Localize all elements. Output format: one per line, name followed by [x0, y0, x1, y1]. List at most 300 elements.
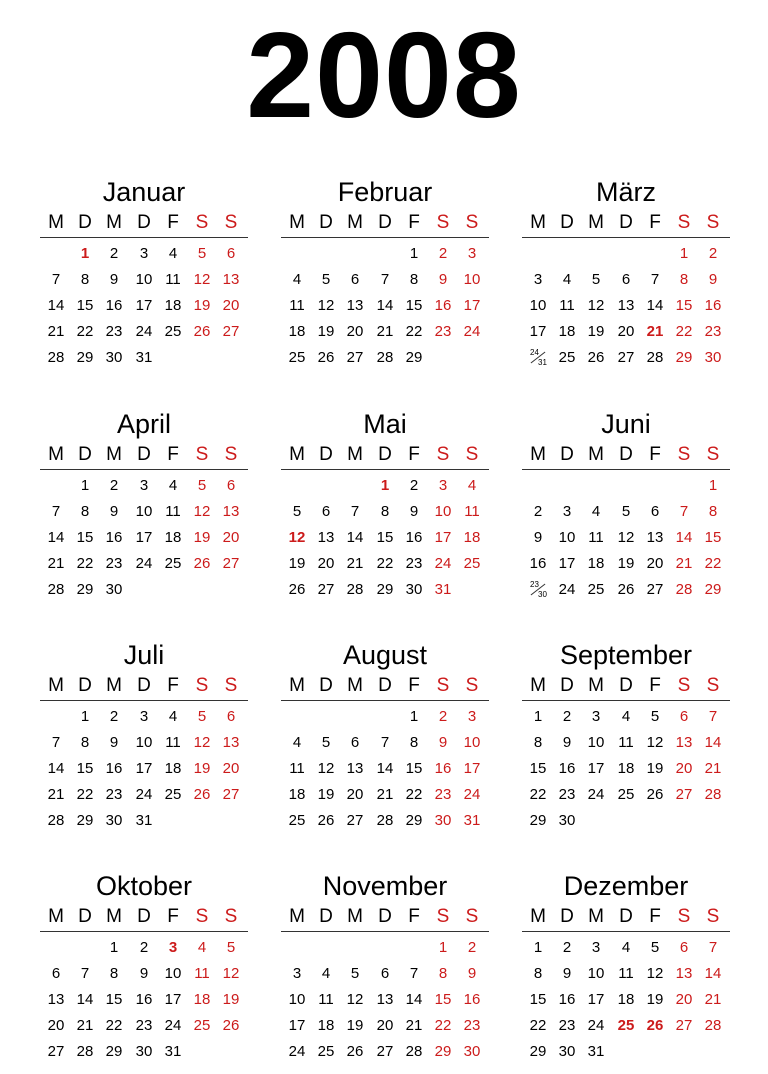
weekday-header: M: [106, 212, 122, 233]
day-cell: 12: [288, 529, 306, 546]
day-cell: 16: [405, 529, 423, 546]
day-cell: 25: [164, 323, 182, 340]
day-cell: 11: [165, 503, 181, 520]
day-cell: 19: [193, 529, 211, 546]
day-cell: 15: [76, 297, 94, 314]
day-cell: 9: [533, 529, 543, 546]
day-cell: 10: [288, 991, 306, 1008]
header-divider: [522, 931, 730, 932]
month-name: November: [322, 871, 448, 901]
day-cell: 22: [105, 1017, 123, 1034]
day-cell: 4: [591, 503, 601, 520]
day-cell: 22: [405, 323, 423, 340]
day-cell: 2: [708, 245, 718, 262]
day-cell: 28: [704, 1017, 722, 1034]
day-cell: 28: [76, 1043, 94, 1060]
day-cell: 28: [47, 812, 65, 829]
day-cell: 8: [679, 271, 689, 288]
weekday-header: D: [378, 444, 392, 465]
day-cell: 20: [376, 1017, 394, 1034]
day-cell: 3: [139, 245, 149, 262]
day-cell: 7: [380, 734, 390, 751]
day-cell: 29: [529, 812, 547, 829]
day-cell: 24: [135, 555, 153, 572]
day-cell: 4: [467, 477, 477, 494]
day-cell: 19: [617, 555, 635, 572]
weekday-header: S: [706, 906, 720, 927]
month-september: [522, 639, 730, 839]
month-name: Oktober: [95, 871, 193, 901]
day-cell: 29: [105, 1043, 123, 1060]
day-cell: 14: [646, 297, 664, 314]
day-cell: 23: [434, 786, 452, 803]
month-märz: [522, 176, 730, 376]
day-cell: 1: [409, 708, 419, 725]
day-cell: 17: [164, 991, 182, 1008]
day-cell: 25: [288, 349, 306, 366]
day-cell: 12: [317, 297, 335, 314]
day-cell: 14: [346, 529, 364, 546]
day-cell: 6: [226, 708, 236, 725]
day-cell: 4: [562, 271, 572, 288]
day-cell: 7: [51, 271, 61, 288]
day-cell: 26: [193, 555, 211, 572]
day-cell: 5: [350, 965, 360, 982]
day-cell: 15: [405, 297, 423, 314]
day-cell: 11: [464, 503, 480, 520]
header-divider: [281, 237, 489, 238]
day-cell: 7: [80, 965, 90, 982]
month-name: Dezember: [563, 871, 689, 901]
day-cell: 2: [533, 503, 543, 520]
weekday-header: S: [436, 444, 450, 465]
day-cell: 10: [164, 965, 182, 982]
month-november: [281, 870, 489, 1070]
day-cell: 1: [438, 939, 448, 956]
day-cell: 3: [467, 708, 477, 725]
day-cell: 22: [434, 1017, 452, 1034]
weekday-header: S: [224, 906, 238, 927]
day-cell: 29: [405, 349, 423, 366]
day-cell: 10: [135, 271, 153, 288]
day-cell: 2: [467, 939, 477, 956]
day-cell: 3: [591, 708, 601, 725]
weekday-header: S: [677, 675, 691, 696]
weekday-header: D: [619, 212, 633, 233]
day-cell: 9: [708, 271, 718, 288]
day-cell: 17: [135, 297, 153, 314]
day-cell: 21: [76, 1017, 94, 1034]
day-cell: 18: [587, 555, 605, 572]
day-cell: 5: [591, 271, 601, 288]
day-cell: 8: [109, 965, 119, 982]
day-cell: 20: [222, 297, 240, 314]
day-cell: 14: [47, 529, 65, 546]
weekday-header: S: [436, 906, 450, 927]
day-cell: 13: [222, 734, 240, 751]
day-cell: 11: [289, 760, 305, 777]
day-cell: 21: [376, 786, 394, 803]
weekday-header: M: [588, 212, 604, 233]
month-februar: [281, 176, 489, 376]
day-cell: 14: [376, 297, 394, 314]
day-cell: 4: [168, 708, 178, 725]
day-cell: 26: [193, 786, 211, 803]
day-cell: 12: [646, 965, 664, 982]
day-cell: 20: [617, 323, 635, 340]
weekday-header: S: [436, 212, 450, 233]
month-name: März: [596, 177, 656, 207]
split-day-bottom: 31: [538, 358, 547, 367]
weekday-header: D: [560, 444, 574, 465]
day-cell: 29: [76, 349, 94, 366]
day-cell: 26: [317, 812, 335, 829]
day-cell: 17: [558, 555, 576, 572]
weekday-header: D: [137, 906, 151, 927]
day-cell: 11: [165, 271, 181, 288]
day-cell: 9: [467, 965, 477, 982]
day-cell: 29: [405, 812, 423, 829]
day-cell: 8: [533, 734, 543, 751]
day-cell: 12: [587, 297, 605, 314]
day-cell: 15: [529, 991, 547, 1008]
day-cell: 16: [434, 297, 452, 314]
day-cell: 24: [164, 1017, 182, 1034]
weekday-header: D: [137, 212, 151, 233]
day-cell: 9: [139, 965, 149, 982]
day-cell: 27: [346, 349, 364, 366]
month-name: August: [342, 640, 428, 670]
month-name: Mai: [363, 409, 407, 439]
day-cell: 29: [675, 349, 693, 366]
split-day-cell: [523, 348, 553, 368]
weekday-header: F: [167, 212, 179, 233]
day-cell: 18: [288, 323, 306, 340]
day-cell: 24: [558, 581, 576, 598]
weekday-header: D: [78, 212, 92, 233]
day-cell: 19: [346, 1017, 364, 1034]
header-divider: [281, 931, 489, 932]
day-cell: 12: [193, 271, 211, 288]
day-cell: 31: [463, 812, 481, 829]
weekday-header: S: [465, 675, 479, 696]
day-cell: 27: [222, 786, 240, 803]
day-cell: 21: [47, 786, 65, 803]
day-cell: 21: [47, 323, 65, 340]
month-juli: [40, 639, 248, 839]
day-cell: 27: [317, 581, 335, 598]
day-cell: 1: [80, 477, 90, 494]
day-cell: 16: [105, 760, 123, 777]
day-cell: 4: [292, 734, 302, 751]
day-cell: 23: [105, 555, 123, 572]
split-day-cell: [523, 580, 553, 600]
day-cell: 21: [704, 760, 722, 777]
weekday-header: M: [289, 906, 305, 927]
day-cell: 9: [409, 503, 419, 520]
day-cell: 28: [376, 349, 394, 366]
day-cell: 28: [646, 349, 664, 366]
day-cell: 15: [704, 529, 722, 546]
day-cell: 5: [650, 708, 660, 725]
weekday-header: S: [465, 212, 479, 233]
day-cell: 24: [463, 786, 481, 803]
day-cell: 7: [350, 503, 360, 520]
day-cell: 21: [346, 555, 364, 572]
day-cell: 10: [434, 503, 452, 520]
weekday-header: S: [195, 444, 209, 465]
day-cell: 21: [704, 991, 722, 1008]
day-cell: 31: [135, 812, 153, 829]
day-cell: 10: [529, 297, 547, 314]
day-cell: 29: [76, 812, 94, 829]
day-cell: 30: [105, 812, 123, 829]
day-cell: 26: [317, 349, 335, 366]
day-cell: 17: [288, 1017, 306, 1034]
day-cell: 7: [679, 503, 689, 520]
day-cell: 22: [76, 786, 94, 803]
header-divider: [40, 700, 248, 701]
day-cell: 3: [591, 939, 601, 956]
day-cell: 2: [109, 477, 119, 494]
day-cell: 1: [533, 939, 543, 956]
day-cell: 30: [105, 349, 123, 366]
day-cell: 28: [47, 349, 65, 366]
day-cell: 14: [47, 297, 65, 314]
day-cell: 5: [321, 271, 331, 288]
day-cell: 5: [226, 939, 236, 956]
day-cell: 16: [105, 529, 123, 546]
day-cell: 20: [222, 529, 240, 546]
weekday-header: D: [78, 444, 92, 465]
day-cell: 14: [76, 991, 94, 1008]
weekday-header: F: [649, 444, 661, 465]
header-divider: [40, 931, 248, 932]
day-cell: 11: [165, 734, 181, 751]
day-cell: 10: [135, 734, 153, 751]
day-cell: 30: [558, 812, 576, 829]
day-cell: 15: [434, 991, 452, 1008]
day-cell: 27: [617, 349, 635, 366]
day-cell: 20: [646, 555, 664, 572]
weekday-header: F: [167, 675, 179, 696]
day-cell: 13: [675, 734, 693, 751]
day-cell: 18: [288, 786, 306, 803]
day-cell: 6: [51, 965, 61, 982]
day-cell: 29: [434, 1043, 452, 1060]
day-cell: 16: [558, 760, 576, 777]
header-divider: [522, 237, 730, 238]
month-juni: [522, 408, 730, 608]
day-cell: 5: [197, 708, 207, 725]
day-cell: 16: [558, 991, 576, 1008]
day-cell: 14: [47, 760, 65, 777]
day-cell: 19: [222, 991, 240, 1008]
day-cell: 7: [380, 271, 390, 288]
day-cell: 19: [646, 760, 664, 777]
day-cell: 25: [317, 1043, 335, 1060]
day-cell: 17: [135, 529, 153, 546]
day-cell: 30: [704, 349, 722, 366]
day-cell: 22: [405, 786, 423, 803]
day-cell: 18: [193, 991, 211, 1008]
day-cell: 30: [558, 1043, 576, 1060]
weekday-header: S: [195, 212, 209, 233]
day-cell: 5: [292, 503, 302, 520]
split-day-top: 24: [530, 348, 539, 357]
weekday-header: M: [347, 906, 363, 927]
day-cell: 5: [197, 477, 207, 494]
day-cell: 19: [646, 991, 664, 1008]
day-cell: 27: [675, 786, 693, 803]
weekday-header: M: [588, 906, 604, 927]
day-cell: 24: [135, 786, 153, 803]
day-cell: 18: [617, 991, 635, 1008]
day-cell: 25: [617, 786, 635, 803]
day-cell: 23: [704, 323, 722, 340]
weekday-header: D: [619, 675, 633, 696]
day-cell: 16: [529, 555, 547, 572]
day-cell: 6: [679, 939, 689, 956]
day-cell: 5: [621, 503, 631, 520]
day-cell: 23: [558, 1017, 576, 1034]
day-cell: 22: [76, 323, 94, 340]
day-cell: 21: [405, 1017, 423, 1034]
day-cell: 24: [135, 323, 153, 340]
weekday-header: M: [48, 675, 64, 696]
weekday-header: D: [619, 444, 633, 465]
weekday-header: S: [224, 444, 238, 465]
header-divider: [40, 237, 248, 238]
day-cell: 4: [168, 477, 178, 494]
month-name: Juni: [601, 409, 651, 439]
weekday-header: M: [289, 675, 305, 696]
day-cell: 13: [675, 965, 693, 982]
weekday-header: D: [319, 212, 333, 233]
day-cell: 9: [438, 271, 448, 288]
day-cell: 25: [164, 555, 182, 572]
day-cell: 6: [226, 477, 236, 494]
weekday-header: D: [378, 906, 392, 927]
day-cell: 3: [533, 271, 543, 288]
day-cell: 17: [463, 760, 481, 777]
day-cell: 27: [646, 581, 664, 598]
day-cell: 27: [222, 555, 240, 572]
day-cell: 28: [675, 581, 693, 598]
month-name: Februar: [337, 177, 433, 207]
day-cell: 12: [317, 760, 335, 777]
day-cell: 19: [317, 323, 335, 340]
day-cell: 2: [438, 245, 448, 262]
day-cell: 21: [646, 323, 664, 340]
weekday-header: S: [195, 906, 209, 927]
weekday-header: D: [378, 212, 392, 233]
day-cell: 13: [646, 529, 664, 546]
day-cell: 27: [376, 1043, 394, 1060]
weekday-header: D: [137, 444, 151, 465]
day-cell: 30: [463, 1043, 481, 1060]
day-cell: 11: [618, 965, 634, 982]
day-cell: 17: [463, 297, 481, 314]
day-cell: 28: [346, 581, 364, 598]
day-cell: 30: [405, 581, 423, 598]
day-cell: 18: [317, 1017, 335, 1034]
weekday-header: M: [530, 212, 546, 233]
day-cell: 4: [292, 271, 302, 288]
day-cell: 24: [463, 323, 481, 340]
day-cell: 29: [76, 581, 94, 598]
day-cell: 25: [164, 786, 182, 803]
weekday-header: F: [167, 444, 179, 465]
weekday-header: M: [530, 906, 546, 927]
day-cell: 15: [76, 529, 94, 546]
day-cell: 27: [675, 1017, 693, 1034]
day-cell: 12: [346, 991, 364, 1008]
weekday-header: S: [195, 675, 209, 696]
day-cell: 30: [105, 581, 123, 598]
day-cell: 9: [562, 965, 572, 982]
day-cell: 2: [139, 939, 149, 956]
day-cell: 1: [380, 477, 390, 494]
weekday-header: S: [465, 906, 479, 927]
day-cell: 20: [675, 991, 693, 1008]
day-cell: 6: [650, 503, 660, 520]
weekday-header: D: [319, 906, 333, 927]
day-cell: 15: [376, 529, 394, 546]
weekday-header: M: [588, 675, 604, 696]
day-cell: 26: [587, 349, 605, 366]
day-cell: 14: [704, 965, 722, 982]
day-cell: 24: [587, 786, 605, 803]
day-cell: 16: [135, 991, 153, 1008]
day-cell: 22: [376, 555, 394, 572]
header-divider: [40, 469, 248, 470]
day-cell: 23: [558, 786, 576, 803]
day-cell: 13: [617, 297, 635, 314]
day-cell: 10: [587, 734, 605, 751]
header-divider: [281, 700, 489, 701]
weekday-header: D: [560, 212, 574, 233]
day-cell: 18: [463, 529, 481, 546]
day-cell: 20: [222, 760, 240, 777]
day-cell: 4: [168, 245, 178, 262]
weekday-header: D: [78, 906, 92, 927]
day-cell: 1: [409, 245, 419, 262]
day-cell: 7: [51, 734, 61, 751]
day-cell: 19: [317, 786, 335, 803]
day-cell: 9: [438, 734, 448, 751]
weekday-header: F: [408, 444, 420, 465]
day-cell: 25: [587, 581, 605, 598]
day-cell: 15: [675, 297, 693, 314]
day-cell: 11: [289, 297, 305, 314]
day-cell: 25: [193, 1017, 211, 1034]
weekday-header: S: [436, 675, 450, 696]
weekday-header: F: [408, 675, 420, 696]
day-cell: 20: [47, 1017, 65, 1034]
day-cell: 11: [618, 734, 634, 751]
weekday-header: M: [48, 444, 64, 465]
day-cell: 6: [321, 503, 331, 520]
day-cell: 8: [533, 965, 543, 982]
day-cell: 22: [704, 555, 722, 572]
day-cell: 21: [675, 555, 693, 572]
day-cell: 31: [135, 349, 153, 366]
day-cell: 23: [463, 1017, 481, 1034]
weekday-header: S: [677, 444, 691, 465]
day-cell: 8: [80, 734, 90, 751]
day-cell: 13: [47, 991, 65, 1008]
